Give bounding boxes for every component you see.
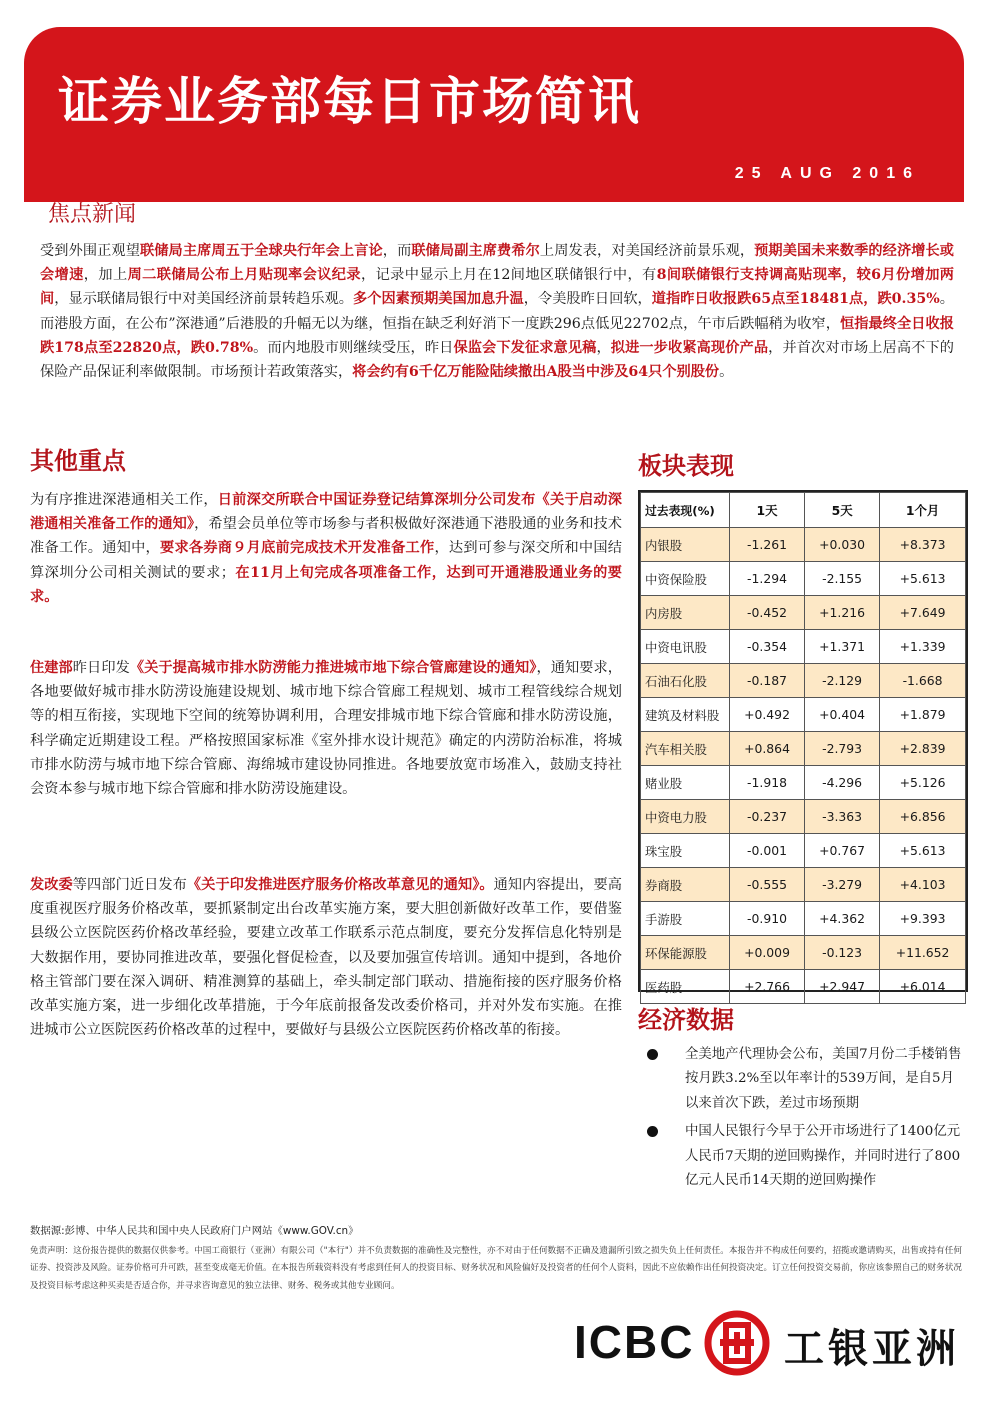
highlight-text: 8间联储银行支持调高贴现率，较6月份增加两间 [40, 267, 954, 308]
change-1m: +6.856 [880, 800, 966, 834]
change-1m: +5.613 [880, 834, 966, 868]
change-1d: -1.261 [730, 528, 805, 562]
table-row [641, 562, 966, 596]
change-1d: -0.187 [730, 664, 805, 698]
change-5d: +0.030 [805, 528, 880, 562]
highlight-text: 道指昨日收报跌65点至18481点，跌0.35% [651, 291, 940, 308]
change-5d: -3.363 [805, 800, 880, 834]
highlight-text: 《关于印发推进医疗服务价格改革意见的通知》。 [186, 877, 494, 893]
change-5d: -0.123 [805, 936, 880, 970]
data-source: 数据源:彭博、中华人民共和国中央人民政府门户网站《www.GOV.cn》 [30, 1225, 359, 1237]
change-1m: -1.668 [880, 664, 966, 698]
body-text: 。 [719, 364, 734, 381]
col-header-1m: 1个月 [880, 493, 966, 528]
sector-name: 环保能源股 [641, 936, 730, 970]
table-row [641, 766, 966, 800]
highlight-text: 日前深交所联合中国证券登记结算深圳分公司发布《关于启动深港通相关准备工作的通知》 [30, 492, 622, 533]
change-1m: +11.652 [880, 936, 966, 970]
change-5d: +1.371 [805, 630, 880, 664]
table-row [641, 800, 966, 834]
sector-name: 中资保险股 [641, 562, 730, 596]
sector-name: 赌业股 [641, 766, 730, 800]
bullet-icon [647, 1126, 658, 1137]
highlight-text: 联储局主席周五于全球央行年会上言论 [139, 243, 383, 259]
economic-data-heading: 经济数据 [638, 1006, 734, 1034]
highlight-text: 恒指最终全日收报跌178点至22820点，跌0.78% [40, 315, 954, 356]
body-text: ，加上 [83, 267, 128, 284]
highlight-text: 多个因素预期美国加息升温 [353, 291, 524, 308]
economic-data-list [645, 1043, 963, 1197]
body-text: ，显示联储局银行中对美国经济前景转趋乐观。 [54, 291, 353, 308]
body-text: ，达到可参与深交所和中国结算深圳分公司相关测试的要求； [30, 540, 622, 581]
change-1m: +9.393 [880, 902, 966, 936]
change-1d: -1.918 [730, 766, 805, 800]
change-1m: +1.879 [880, 698, 966, 732]
change-1m: +2.839 [880, 732, 966, 766]
sector-name: 汽车相关股 [641, 732, 730, 766]
sector-name: 石油石化股 [641, 664, 730, 698]
change-5d: +0.767 [805, 834, 880, 868]
change-5d: +1.216 [805, 596, 880, 630]
other-highlights-heading: 其他重点 [30, 447, 126, 475]
change-1d: -0.237 [730, 800, 805, 834]
body-text: 。而内地股市则继续受压，昨日 [253, 339, 454, 356]
table-row [641, 664, 966, 698]
list-item [645, 1120, 963, 1193]
col-header-period: 过去表现(%) [641, 493, 730, 528]
sector-name: 建筑及材料股 [641, 698, 730, 732]
page-title: 证券业务部每日市场简讯 [58, 73, 642, 132]
logo-wordmark: ICBC [574, 1316, 695, 1368]
change-5d: -2.793 [805, 732, 880, 766]
report-date: 25 AUG 2016 [734, 165, 920, 182]
change-1d: -0.354 [730, 630, 805, 664]
focus-news-heading: 焦点新闻 [48, 202, 137, 227]
body-text: ， [596, 339, 611, 356]
col-header-5d: 5天 [805, 493, 880, 528]
table-row [641, 868, 966, 902]
table-row [641, 596, 966, 630]
sector-name: 中资电力股 [641, 800, 730, 834]
change-1d: -0.452 [730, 596, 805, 630]
sector-name: 内银股 [641, 528, 730, 562]
other-paragraph-1 [30, 488, 622, 609]
body-text: ，令美股昨日回软， [523, 291, 652, 308]
body-text: ，记录中显示上月在12间地区联储银行中，有 [361, 267, 657, 284]
body-text: 等四部门近日发布 [72, 877, 187, 893]
change-1m: +4.103 [880, 868, 966, 902]
highlight-text: 将会约有6千亿万能险陆续撤出A股当中涉及64只个别股份 [352, 364, 720, 381]
sector-name: 中资电讯股 [641, 630, 730, 664]
table-row [641, 698, 966, 732]
other-paragraph-3 [30, 873, 622, 1042]
change-5d: -2.155 [805, 562, 880, 596]
col-header-1d: 1天 [730, 493, 805, 528]
change-1d: +2.766 [730, 970, 805, 1004]
body-text: ，希望会员单位等市场参与者积极做好深港通下港股通的业务和技术准备工作。通知中， [30, 516, 622, 557]
sector-name: 医药股 [641, 970, 730, 1004]
bullet-icon [647, 1049, 658, 1060]
change-1d: -0.910 [730, 902, 805, 936]
change-1d: +0.492 [730, 698, 805, 732]
change-1d: -1.294 [730, 562, 805, 596]
table-row [641, 936, 966, 970]
change-1m: +1.339 [880, 630, 966, 664]
focus-news-paragraph [40, 239, 954, 384]
sector-performance-table [638, 490, 968, 995]
sector-name: 内房股 [641, 596, 730, 630]
body-text: 受到外围正观望 [40, 243, 140, 259]
table-row [641, 902, 966, 936]
highlight-text: 拟进一步收紧高现价产品 [610, 339, 769, 356]
sector-name: 手游股 [641, 902, 730, 936]
icbc-logo [574, 1310, 960, 1384]
table-row [641, 732, 966, 766]
highlight-text: 在11月上旬完成各项准备工作，达到可开通港股通业务的要求。 [30, 564, 622, 605]
change-1d: -0.555 [730, 868, 805, 902]
logo-chinese-name: 工银亚洲 [784, 1326, 960, 1372]
economic-item-text: 全美地产代理协会公布，美国7月份二手楼销售按月跌3.2%至以年率计的539万间，是自5月以来首次下跌，差过市场预期 [685, 1047, 962, 1111]
change-5d: +2.947 [805, 970, 880, 1004]
highlight-text: 发改委 [30, 877, 73, 893]
other-paragraph-2 [30, 656, 622, 801]
highlight-text: 保监会下发征求意见稿 [453, 339, 597, 356]
body-text: ，通知要求，各地要做好城市排水防涝设施建设规划、城市地下综合管廊工程规划、城市工程管线综合规划等的相互衔接，实现地下空间的统筹协调利用，合理安排城市地下综合管廊和排水防涝设施，科学确定近期建设工程。严格按照国家标准《室外排水设计规范》确定的内涝防治标准，将城市排水防涝与城市地下综合管廊、海绵城市建设协同推进。各地要放宽市场准入，鼓励支持社会资本参与城市地下综合管廊和排水防涝设施建设。 [30, 660, 622, 798]
change-1d: +0.864 [730, 732, 805, 766]
change-1m: +7.649 [880, 596, 966, 630]
change-5d: -3.279 [805, 868, 880, 902]
highlight-text: 要求各券商９月底前完成技术开发准备工作 [160, 540, 435, 557]
change-1m: +5.613 [880, 562, 966, 596]
sector-name: 珠宝股 [641, 834, 730, 868]
body-text: 通知内容提出，要高度重视医疗服务价格改革，要抓紧制定出台改革实施方案，要大胆创新做好改革工作，要借鉴县级公立医院医药价格改革经验，要建立改革工作联系示范点制度，要充分发挥信息化特别是大数据作用，要协同推进改革，要强化督促检查，以及要加强宣传培训。通知中提到，各地价格主管部门要在深入调研、精准测算的基础上，牵头制定部门联动、措施衔接的医疗服务价格改革实施方案，进一步细化改革措施，于今年底前报备发改委价格司，并对外发布实施。在推进城市公立医院医药价格改革的过程中，要做好与县级公立医院医药价格改革的衔接。 [30, 877, 622, 1039]
disclaimer: 免责声明：这份报告提供的数据仅供参考。中国工商银行（亚洲）有限公司（"本行"）并不负责数据的准确性及完整性，亦不对由于任何数据不正确及遗漏所引致之损失负上任何责任。本报告并不构成任何要约，招揽或邀请购买，出售或持有任何证券、投资涉及风险。证券价格可升可跌，甚至变成毫无价值。在本报告所载资料没有考虑到任何人的投资目标、财务状况和风险偏好及投资者的任何个人资料，因此不应依赖作出任何投资决定。订立任何投资交易前，你应该参照自己的财务状况及投资目标考虑这种买卖是否适合你，并寻求咨询意见的独立法律、财务、税务或其他专业顾问。 [30, 1246, 962, 1291]
table-row [641, 970, 966, 1004]
highlight-text: 预期美国未来数季的经济增长或会增速 [40, 243, 954, 284]
body-text: ，而 [382, 243, 412, 259]
highlight-text: 住建部 [30, 660, 73, 676]
body-text: 昨日印发 [72, 660, 130, 676]
icbc-emblem-icon [704, 1310, 770, 1376]
change-1d: -0.001 [730, 834, 805, 868]
change-5d: -4.296 [805, 766, 880, 800]
highlight-text: 周二联储局公布上月贴现率会议纪录 [127, 267, 361, 284]
sector-table-header [641, 493, 966, 528]
change-1m: +6.014 [880, 970, 966, 1004]
table-row [641, 528, 966, 562]
change-5d: +4.362 [805, 902, 880, 936]
change-1m: +5.126 [880, 766, 966, 800]
body-text: 。而港股方面，在公布”深港通”后港股的升幅无以为继，恒指在缺乏利好消下一度跌296点低见22702点，午市后跌幅稍为收窄， [40, 291, 954, 332]
list-item [645, 1043, 963, 1116]
highlight-text: 联储局副主席费希尔 [411, 243, 540, 259]
change-1m: +8.373 [880, 528, 966, 562]
change-5d: -2.129 [805, 664, 880, 698]
sector-name: 券商股 [641, 868, 730, 902]
change-1d: +0.009 [730, 936, 805, 970]
highlight-text: 《关于提高城市排水防涝能力推进城市地下综合管廊建设的通知》 [129, 660, 537, 676]
table-row [641, 834, 966, 868]
sector-performance-heading: 板块表现 [638, 452, 734, 480]
table-row [641, 630, 966, 664]
change-5d: +0.404 [805, 698, 880, 732]
body-text: ，并首次对市场上居高不下的保险产品保证利率做限制。市场预计若政策落实， [40, 339, 954, 381]
body-text: 上周发表，对美国经济前景乐观， [539, 243, 755, 259]
economic-item-text: 中国人民银行今早于公开市场进行了1400亿元人民币7天期的逆回购操作，并同时进行了800亿元人民币14天期的逆回购操作 [685, 1124, 961, 1189]
body-text: 为有序推进深港通相关工作， [30, 492, 218, 508]
